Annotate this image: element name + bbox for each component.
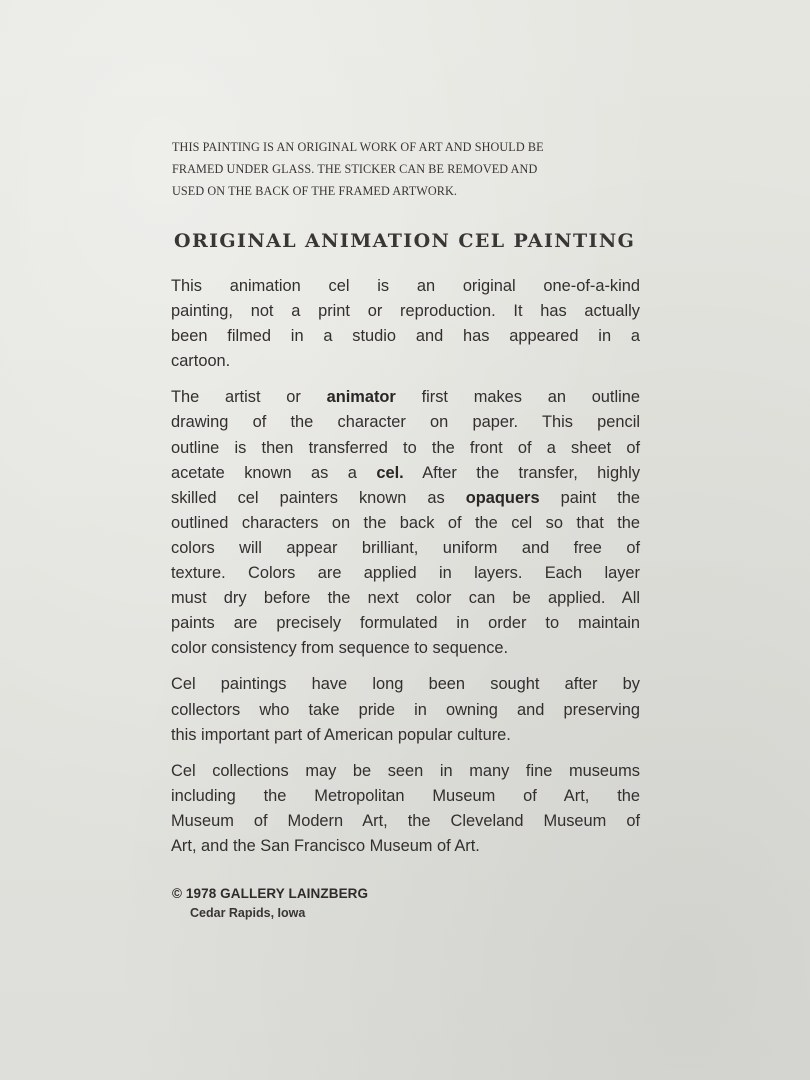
framing-notice-line: FRAMED UNDER GLASS. THE STICKER CAN BE REMOVED AND <box>172 162 538 176</box>
certificate-heading: ORIGINAL ANIMATION CEL PAINTING <box>174 230 636 252</box>
paragraph-process <box>171 385 640 661</box>
text-fragment: After the transfer, highly <box>422 463 641 482</box>
certificate-body <box>171 274 640 870</box>
text-line <box>171 385 640 410</box>
text-fragment: first makes an outline <box>421 388 640 407</box>
text-line: Cel collections may be seen in many fine museums <box>171 761 640 780</box>
text-line: outline is then transferred to the front of a sheet of <box>171 438 640 457</box>
paragraph-collectors <box>171 672 640 747</box>
copyright-line: © 1978 GALLERY LAINZBERG <box>172 886 369 901</box>
text-line: Art, and the San Francisco Museum of Art. <box>171 836 480 855</box>
term-animator: animator <box>326 388 396 407</box>
text-line: texture. Colors are applied in layers. Each layer <box>171 564 640 583</box>
paragraph-museums <box>171 759 640 859</box>
text-line: Cel paintings have long been sought after by <box>171 675 640 694</box>
term-cel: cel. <box>376 463 404 482</box>
text-line: This animation cel is an original one-of-a-kind <box>171 277 640 295</box>
paragraph-authenticity <box>171 274 640 374</box>
text-line <box>171 461 640 486</box>
text-line: colors will appear brilliant, uniform and free of <box>171 538 640 557</box>
term-opaquers: opaquers <box>465 488 540 507</box>
text-line: paints are precisely formulated in order to maintain <box>171 614 640 633</box>
text-line: including the Metropolitan Museum of Art, the <box>171 786 640 805</box>
text-line: been filmed in a studio and has appeared in a <box>171 327 640 346</box>
text-line <box>171 486 640 511</box>
framing-notice-line: USED ON THE BACK OF THE FRAMED ARTWORK. <box>172 184 458 198</box>
text-line: drawing of the character on paper. This pencil <box>171 413 640 432</box>
framing-notice <box>172 136 642 202</box>
text-line: must dry before the next color can be applied. All <box>171 589 640 608</box>
publisher-address: Cedar Rapids, Iowa <box>190 906 306 920</box>
text-line: painting, not a print or reproduction. It has actually <box>171 302 640 321</box>
text-fragment: skilled cel painters known as <box>171 488 445 507</box>
text-line: color consistency from sequence to sequence. <box>171 639 509 658</box>
text-fragment: The artist or <box>171 388 301 407</box>
text-line: cartoon. <box>171 352 231 371</box>
framing-notice-line: THIS PAINTING IS AN ORIGINAL WORK OF ART AND SHOULD BE <box>172 140 544 154</box>
text-line: this important part of American popular culture. <box>171 725 511 744</box>
text-line: Museum of Modern Art, the Cleveland Museum of <box>171 811 640 830</box>
text-fragment: paint the <box>560 488 641 507</box>
text-fragment: acetate known as a <box>171 463 357 482</box>
text-line: outlined characters on the back of the cel so that the <box>171 513 640 532</box>
text-line: collectors who take pride in owning and preserving <box>171 700 640 719</box>
